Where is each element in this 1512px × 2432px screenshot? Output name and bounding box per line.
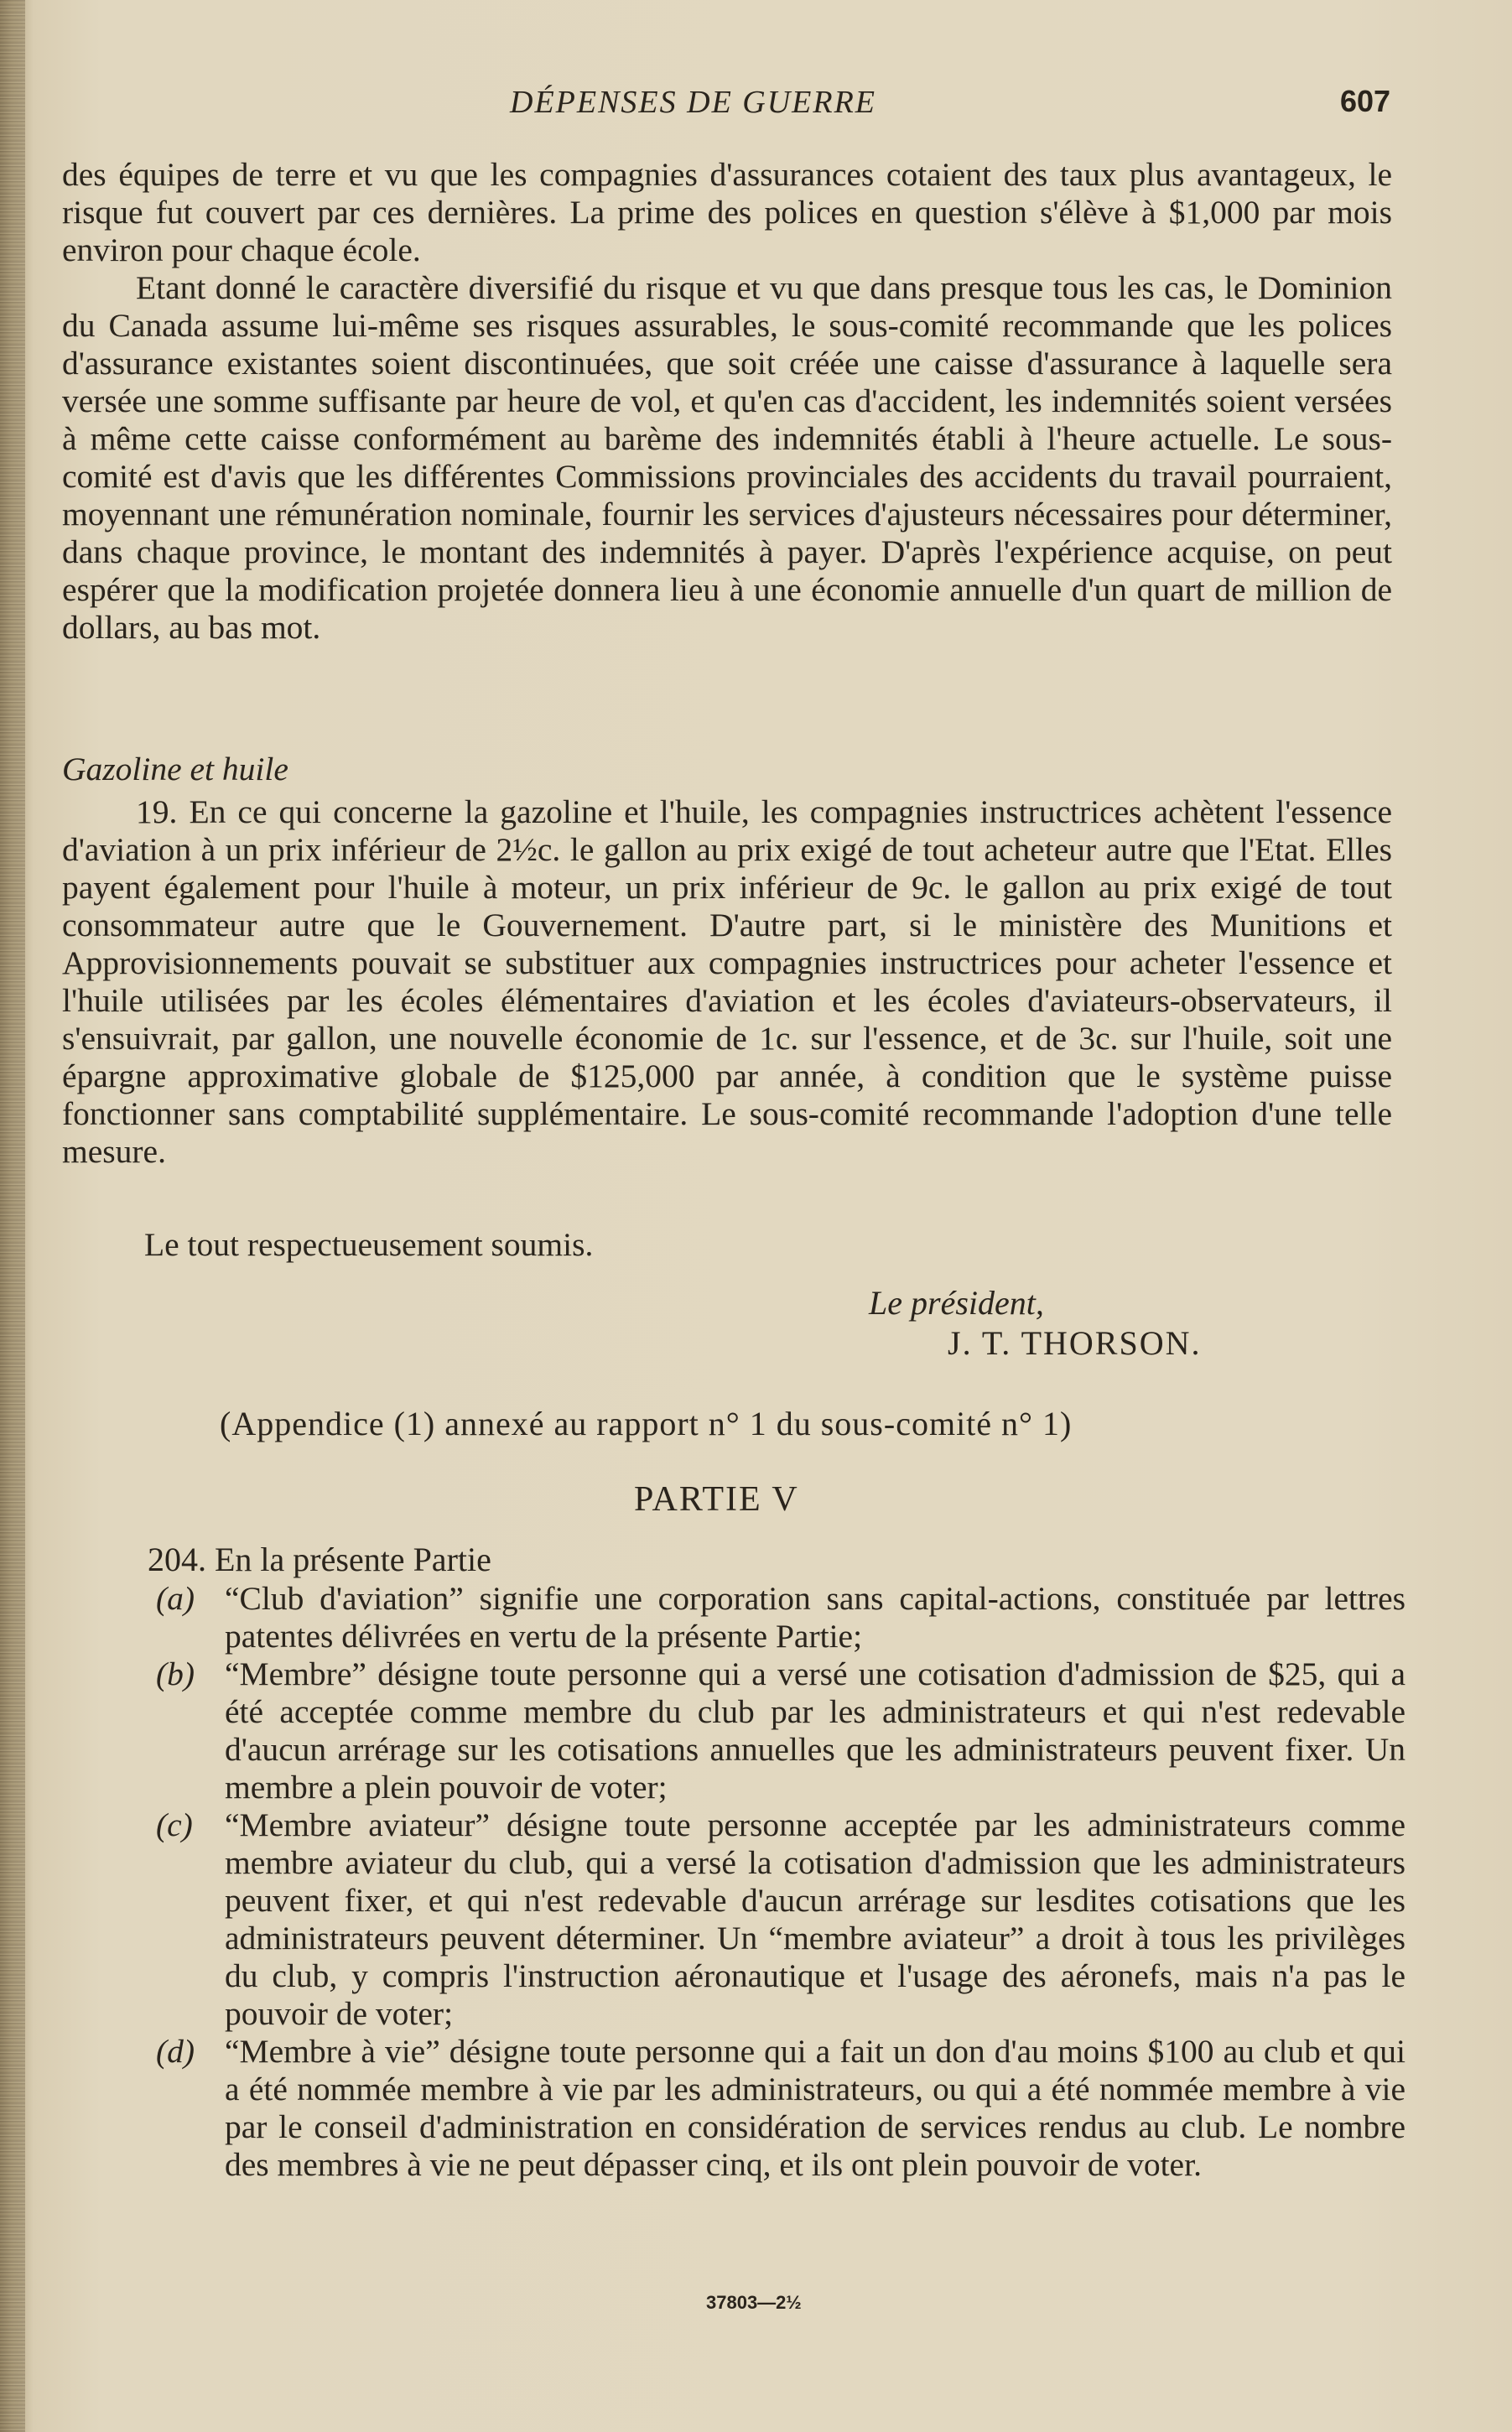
appendix-note: (Appendice (1) annexé au rapport n° 1 du sous-comité n° 1) xyxy=(220,1405,1073,1442)
book-spine-edge xyxy=(0,0,25,2432)
report-text-gasoline xyxy=(62,751,1392,1171)
definition-text: “Membre” désigne toute personne qui a versé une cotisation d'admission de $25, qui a été acceptée comme membre du club par les administrateurs et qui n'est redevable d'aucun arrérage sur les cotisations annuelles que les administrateurs peuvent fixer. Un membre a plein pouvoir de voter; xyxy=(225,1655,1405,1806)
closing-line: Le tout respectueusement soumis. xyxy=(144,1226,594,1263)
signature-title: Le président, xyxy=(869,1284,1044,1322)
definition-item xyxy=(156,1806,1405,2033)
report-text-top xyxy=(62,156,1392,647)
definition-text: “Membre aviateur” désigne toute personne acceptée par les administrateurs comme membre aviateur du club, qui a versé la cotisation d'admission que les administrateurs peuvent fixer, et qui n'est redevable d'aucun arrérage sur lesdites cotisations que les administrateurs peuvent déterminer. Un “membre aviateur” a droit à tous les privilèges du club, y compris l'instruction aéronautique et l'usage des aéronefs, mais n'a pas le pouvoir de voter; xyxy=(225,1806,1405,2032)
definition-label: (b) xyxy=(156,1655,195,1692)
definition-text: “Club d'aviation” signifie une corporation sans capital-actions, constituée par lettres patentes délivrées en vertu de la présente Partie; xyxy=(225,1580,1405,1655)
paragraph-continued: des équipes de terre et vu que les compagnies d'assurances cotaient des taux plus avantageux, le risque fut couvert par ces dernières. La prime des polices en question s'élève à $1,000 par mois environ pour chaque école. xyxy=(62,156,1392,268)
page-number: 607 xyxy=(1340,84,1391,118)
definitions-list xyxy=(156,1580,1405,2184)
definition-item xyxy=(156,2033,1405,2184)
printer-code: 37803—2½ xyxy=(706,2292,802,2313)
part-heading: PARTIE V xyxy=(634,1480,799,1519)
definition-item xyxy=(156,1655,1405,1806)
definition-label: (c) xyxy=(156,1806,193,1843)
definition-label: (d) xyxy=(156,2033,195,2070)
running-title: DÉPENSES DE GUERRE xyxy=(510,85,877,120)
section-intro: 204. En la présente Partie xyxy=(148,1541,491,1578)
paragraph-gasoline: 19. En ce qui concerne la gazoline et l'huile, les compagnies instructrices achètent l'essence d'aviation à un prix inférieur de 2½c. le gallon au prix exigé de tout acheteur autre que l'Etat. Elles payent également pour l'huile à moteur, un prix inférieur de 9c. le gallon au prix exigé de tout consommateur autre que le Gouvernement. D'autre part, si le ministère des Munitions et Approvisionnements pouvait se substituer aux compagnies instructrices pour acheter l'essence et l'huile utilisées par les écoles élémentaires d'aviation et les écoles d'aviateurs-observateurs, il s'ensuivrait, par gallon, une nouvelle économie de 1c. sur l'essence, et de 3c. sur l'huile, soit une épargne approximative globale de $125,000 par année, à condition que le système puisse fonctionner sans comptabilité supplémentaire. Le sous-comité recommande l'adoption d'une telle mesure. xyxy=(62,793,1392,1170)
signature-name: J. T. THORSON. xyxy=(948,1324,1202,1362)
definition-label: (a) xyxy=(156,1580,195,1617)
definition-item xyxy=(156,1580,1405,1655)
page-header xyxy=(0,84,1512,126)
definition-text: “Membre à vie” désigne toute personne qui a fait un don d'au moins $100 au club et qui a été nommée membre à vie par les administrateurs, ou qui a été nommée membre à vie par le conseil d'administration en considération de services rendus au club. Le nombre des membres à vie ne peut dépasser cinq, et ils ont plein pouvoir de voter. xyxy=(225,2033,1405,2183)
paragraph-insurance: Etant donné le caractère diversifié du risque et vu que dans presque tous les cas, le Dominion du Canada assume lui-même ses risques assurables, le sous-comité recommande que les polices d'assurance existantes soient discontinuées, que soit créée une caisse d'assurance à laquelle sera versée une somme suffisante par heure de vol, et qu'en cas d'accident, les indemnités soient versées à même cette caisse conformément au barème des indemnités établi à l'heure actuelle. Le sous-comité est d'avis que les différentes Commissions provinciales des accidents du travail pourraient, moyennant une rémunération nominale, fournir les services d'ajusteurs nécessaires pour déterminer, dans chaque province, le montant des indemnités à payer. D'après l'expérience acquise, on peut espérer que la modification projetée donnera lieu à une économie annuelle d'un quart de million de dollars, au bas mot. xyxy=(62,269,1392,646)
subheading-gasoline: Gazoline et huile xyxy=(62,751,288,787)
